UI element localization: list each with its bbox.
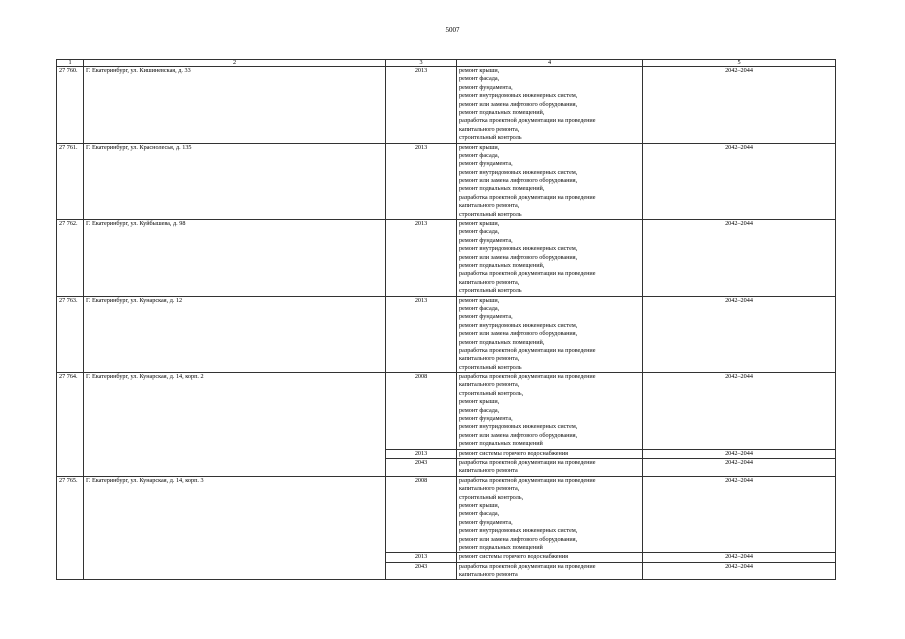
period-cell: 2042–2044 [643,449,836,458]
period-cell: 2042–2044 [643,373,836,450]
work-line: ремонт фундамента, [459,518,513,526]
work-line: ремонт внутридомовых инженерных систем, [459,245,578,253]
work-line: ремонт фасада, [459,406,500,414]
work-line: ремонт подвальных помещений [459,440,543,448]
work-line: ремонт фундамента, [459,236,513,244]
work-line: ремонт внутридомовых инженерных систем, [459,321,578,329]
work-line: капитального ремонта, [459,202,520,210]
works-cell [457,373,643,450]
work-line: капитального ремонта [459,467,518,475]
period-cell: 2042–2044 [643,67,836,144]
work-line: ремонт крыши, [459,501,500,509]
work-line: ремонт крыши, [459,296,500,304]
work-line: капитального ремонта, [459,278,520,286]
year-cell: 2013 [386,67,457,144]
header-cell: 1 [57,60,84,67]
page-number: 5007 [445,26,460,34]
table-body [57,60,836,580]
work-line: капитального ремонта, [459,381,520,389]
year-cell: 2013 [386,143,457,220]
table-row [57,476,836,553]
address-cell: Г. Екатеринбург, ул. Кунарская, д. 12 [84,296,386,373]
row-number: 27 762. [57,220,84,297]
header-row [57,60,836,67]
row-number: 27 763. [57,296,84,373]
work-line: ремонт крыши, [459,398,500,406]
address-cell: Г. Екатеринбург, ул. Кишиневская, д. 33 [84,67,386,144]
year-cell: 2043 [386,562,457,580]
header-cell: 5 [643,60,836,67]
work-line: ремонт или замена лифтового оборудования, [459,431,578,439]
work-line: ремонт подвальных помещений, [459,338,545,346]
work-line: разработка проектной документации на проведение [459,458,596,466]
work-line: капитального ремонта, [459,125,520,133]
work-line: ремонт системы горячего водоснабжения [459,553,568,561]
work-line: ремонт внутридомовых инженерных систем, [459,92,578,100]
address-cell: Г. Екатеринбург, ул. Куйбышева, д. 98 [84,220,386,297]
table-row [57,296,836,373]
work-line: ремонт крыши, [459,220,500,228]
works-cell [457,553,643,562]
work-line: строительный контроль [459,210,522,218]
works-cell [457,220,643,297]
address-cell: Г. Екатеринбург, ул. Краснолесья, д. 135 [84,143,386,220]
work-line: разработка проектной документации на проведение [459,270,596,278]
row-number: 27 764. [57,373,84,477]
work-line: ремонт или замена лифтового оборудования, [459,330,578,338]
period-cell: 2042–2044 [643,143,836,220]
work-line: ремонт крыши, [459,143,500,151]
work-line: ремонт внутридомовых инженерных систем, [459,423,578,431]
works-cell [457,67,643,144]
work-line: ремонт фасада, [459,75,500,83]
work-line: ремонт подвальных помещений, [459,185,545,193]
work-line: строительный контроль [459,287,522,295]
work-line: ремонт подвальных помещений, [459,261,545,269]
work-line: разработка проектной документации на проведение [459,373,596,381]
work-line: ремонт фасада, [459,228,500,236]
year-cell: 2043 [386,458,457,476]
year-cell: 2013 [386,220,457,297]
address-cell: Г. Екатеринбург, ул. Кунарская, д. 14, корп. 3 [84,476,386,580]
work-line: ремонт фасада, [459,510,500,518]
table-row [57,67,836,144]
header-cell: 3 [386,60,457,67]
period-cell: 2042–2044 [643,458,836,476]
header-cell: 4 [457,60,643,67]
table-row [57,143,836,220]
work-line: ремонт фундамента, [459,313,513,321]
year-cell: 2013 [386,553,457,562]
table-row [57,373,836,450]
period-cell: 2042–2044 [643,296,836,373]
row-number: 27 765. [57,476,84,580]
work-line: ремонт или замена лифтового оборудования, [459,253,578,261]
year-cell: 2008 [386,476,457,553]
work-line: ремонт фундамента, [459,83,513,91]
works-cell [457,476,643,553]
works-cell [457,562,643,580]
work-line: ремонт крыши, [459,67,500,74]
year-cell: 2013 [386,296,457,373]
work-line: ремонт внутридомовых инженерных систем, [459,527,578,535]
year-cell: 2013 [386,449,457,458]
works-cell [457,449,643,458]
work-line: ремонт или замена лифтового оборудования, [459,100,578,108]
table-row [57,220,836,297]
work-line: капитального ремонта [459,571,518,579]
work-line: ремонт фундамента, [459,160,513,168]
work-line: капитального ремонта, [459,485,520,493]
work-line: ремонт или замена лифтового оборудования, [459,177,578,185]
row-number: 27 760. [57,67,84,144]
work-line: ремонт фасада, [459,304,500,312]
work-line: ремонт фасада, [459,151,500,159]
work-line: ремонт подвальных помещений, [459,108,545,116]
row-number: 27 761. [57,143,84,220]
work-line: ремонт фундамента, [459,415,513,423]
work-line: ремонт или замена лифтового оборудования, [459,535,578,543]
work-line: строительный контроль [459,134,522,142]
address-cell: Г. Екатеринбург, ул. Кунарская, д. 14, корп. 2 [84,373,386,477]
work-line: строительный контроль [459,363,522,371]
period-cell: 2042–2044 [643,553,836,562]
work-line: ремонт системы горячего водоснабжения [459,449,568,457]
work-line: разработка проектной документации на проведение [459,117,596,125]
works-cell [457,143,643,220]
work-line: ремонт подвальных помещений [459,543,543,551]
work-line: строительный контроль, [459,493,524,501]
work-line: разработка проектной документации на проведение [459,346,596,354]
work-line: разработка проектной документации на проведение [459,476,596,484]
work-line: строительный контроль, [459,389,524,397]
work-line: разработка проектной документации на проведение [459,193,596,201]
work-line: капитального ремонта, [459,355,520,363]
works-cell [457,296,643,373]
header-cell: 2 [84,60,386,67]
repair-schedule-table [56,59,836,580]
work-line: разработка проектной документации на проведение [459,562,596,570]
period-cell: 2042–2044 [643,476,836,553]
year-cell: 2008 [386,373,457,450]
period-cell: 2042–2044 [643,220,836,297]
works-cell [457,458,643,476]
period-cell: 2042–2044 [643,562,836,580]
work-line: ремонт внутридомовых инженерных систем, [459,168,578,176]
